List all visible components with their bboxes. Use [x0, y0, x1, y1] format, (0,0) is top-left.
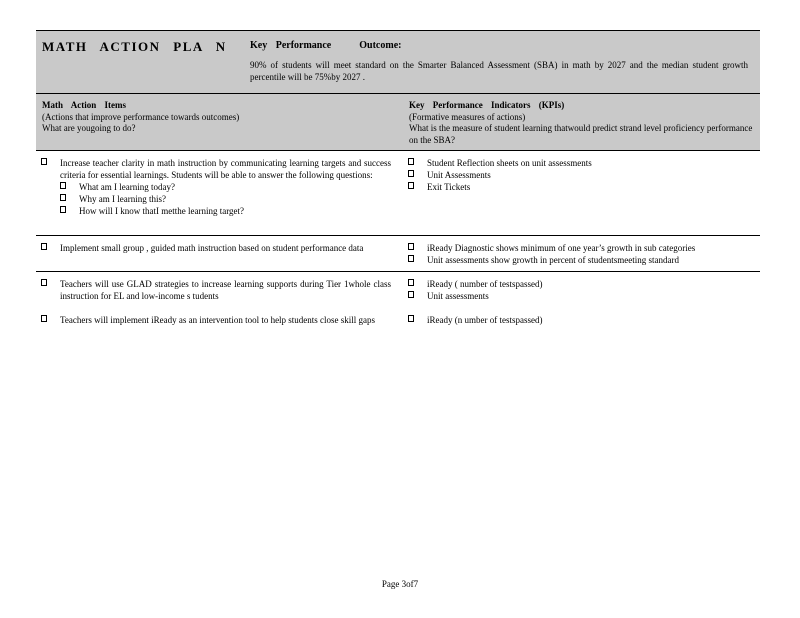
bullet-icon	[408, 182, 414, 189]
bullet-icon	[41, 279, 47, 286]
kpi-title: Key Performance Indicators (KPIs)	[409, 100, 565, 110]
kpi-cell	[408, 157, 758, 193]
kpi-question: What is the measure of student learning thatwould predict strand level proficiency performance on the SBA?	[409, 123, 753, 145]
bullet-icon	[41, 243, 47, 250]
kp-label-b: Outcome:	[359, 40, 402, 51]
bullet-icon	[60, 182, 66, 189]
page-number: Page 3of7	[381, 579, 419, 589]
list-item: iReady ( number of testspassed)	[408, 278, 758, 290]
bullet-icon	[408, 243, 414, 250]
action-items-header	[42, 100, 382, 135]
bullet-icon	[408, 170, 414, 177]
plan-header	[36, 30, 760, 94]
kpi-header	[409, 100, 754, 146]
kpi-cell	[408, 278, 758, 326]
plan-title: MATH ACTION PLA N	[42, 39, 227, 54]
list-item: Implement small group , guided math instruction based on student performance data	[41, 242, 391, 254]
bullet-icon	[60, 206, 66, 213]
action-items-subtitle: (Actions that improve performance towards outcomes)	[42, 111, 240, 122]
key-performance-outcome-label	[250, 40, 401, 51]
list-item: Unit assessments show growth in percent of studentsmeeting standard	[408, 254, 760, 266]
bullet-icon	[60, 194, 66, 201]
action-cell	[41, 157, 391, 217]
action-cell	[41, 278, 391, 326]
table-row	[36, 151, 760, 236]
bullet-icon	[408, 158, 414, 165]
list-item: How will I know thatI metthe learning target?	[41, 205, 391, 217]
list-item: Exit Tickets	[408, 181, 758, 193]
key-performance-outcome-text: 90% of students will meet standard on the Smarter Balanced Assessment (SBA) in math by 2027 and the median student growth percentile will be 75%by 2027 .	[250, 60, 748, 82]
bullet-icon	[41, 158, 47, 165]
column-header-row	[36, 94, 760, 151]
list-item: Unit Assessments	[408, 169, 758, 181]
list-item: Unit assessments	[408, 290, 758, 302]
action-items-question: What are yougoing to do?	[42, 123, 136, 133]
list-item: iReady (n umber of testspassed)	[408, 314, 758, 326]
list-item: Teachers will implement iReady as an intervention tool to help students close skill gaps	[41, 314, 391, 326]
bullet-icon	[41, 315, 47, 322]
bullet-icon	[408, 291, 414, 298]
bullet-icon	[408, 279, 414, 286]
action-cell	[41, 242, 391, 254]
list-item: What am I learning today?	[41, 181, 391, 193]
bullet-icon	[408, 255, 414, 262]
kp-label-a: Key Performance	[250, 40, 332, 51]
list-item: Teachers will use GLAD strategies to increase learning supports during Tier 1whole class instruction for EL and low-income s tudents	[41, 278, 391, 302]
action-items-title: Math Action Items	[42, 100, 126, 110]
list-item: Student Reflection sheets on unit assessments	[408, 157, 758, 169]
list-item: Why am I learning this?	[41, 193, 391, 205]
bullet-icon	[408, 315, 414, 322]
kpi-cell	[408, 242, 760, 266]
table-row	[36, 272, 760, 344]
list-item: iReady Diagnostic shows minimum of one year’s growth in sub categories	[408, 242, 760, 254]
table-row	[36, 236, 760, 272]
list-item: Increase teacher clarity in math instruction by communicating learning targets and success criteria for essential learnings. Students will be able to answer the following questions:	[41, 157, 391, 181]
kpi-subtitle: (Formative measures of actions)	[409, 111, 526, 122]
